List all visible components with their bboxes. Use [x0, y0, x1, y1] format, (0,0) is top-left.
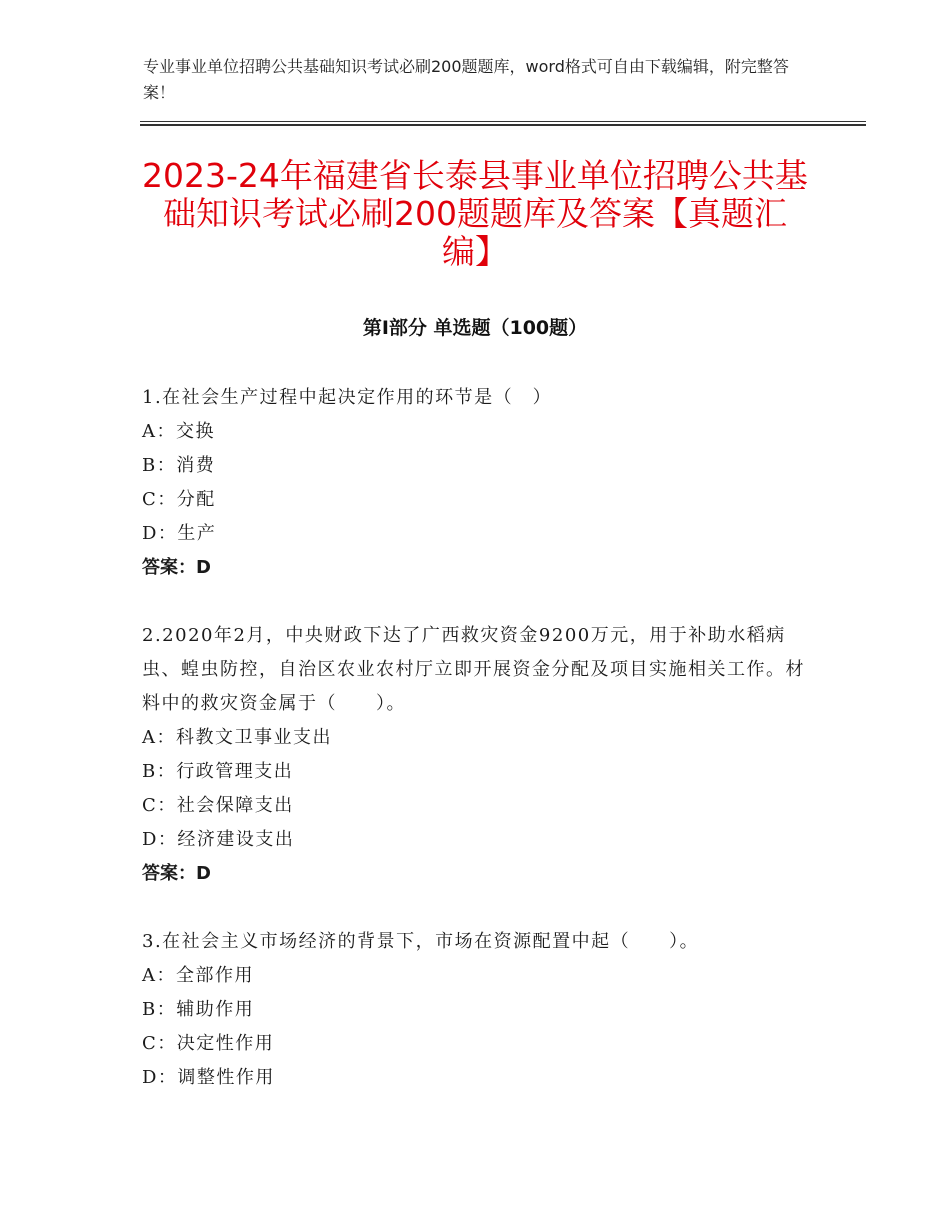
answer: 答案：D [142, 557, 211, 578]
section-heading: 第Ⅰ部分 单选题（100题） [362, 317, 588, 339]
option-d: D：生产 [142, 523, 217, 544]
option-a: A：全部作用 [142, 965, 254, 986]
question-2 [142, 619, 812, 891]
header-note: 专业事业单位招聘公共基础知识考试必刷200题题库，word格式可自由下载编辑，附完整答案！ [143, 57, 789, 102]
option-d: D：调整性作用 [142, 1067, 275, 1088]
question-list [142, 381, 812, 1095]
question-spacer [142, 585, 812, 619]
document-title: 2023-24年福建省长泰县事业单位招聘公共基础知识考试必刷200题题库及答案【真题汇编】 [142, 156, 808, 271]
option-c: C：决定性作用 [142, 1033, 275, 1054]
question-spacer [142, 891, 812, 925]
question-3 [142, 925, 812, 1095]
option-b: B：辅助作用 [142, 999, 255, 1020]
question-stem: 1.在社会生产过程中起决定作用的环节是（ ） [142, 387, 553, 408]
option-d: D：经济建设支出 [142, 829, 295, 850]
option-a: A：科教文卫事业支出 [142, 727, 332, 748]
question-1 [142, 381, 812, 585]
answer: 答案：D [142, 863, 211, 884]
header-rule-thin [140, 121, 866, 122]
option-c: C：分配 [142, 489, 216, 510]
header-rule-thick [140, 124, 866, 126]
option-c: C：社会保障支出 [142, 795, 294, 816]
question-stem: 3.在社会主义市场经济的背景下，市场在资源配置中起（ ）。 [142, 931, 700, 952]
option-a: A：交换 [142, 421, 215, 442]
question-stem: 2.2020年2月，中央财政下达了广西救灾资金9200万元，用于补助水稻病虫、蝗虫防控，自治区农业农村厅立即开展资金分配及项目实施相关工作。材料中的救灾资金属于（ ）。 [142, 625, 805, 714]
option-b: B：行政管理支出 [142, 761, 294, 782]
option-b: B：消费 [142, 455, 216, 476]
